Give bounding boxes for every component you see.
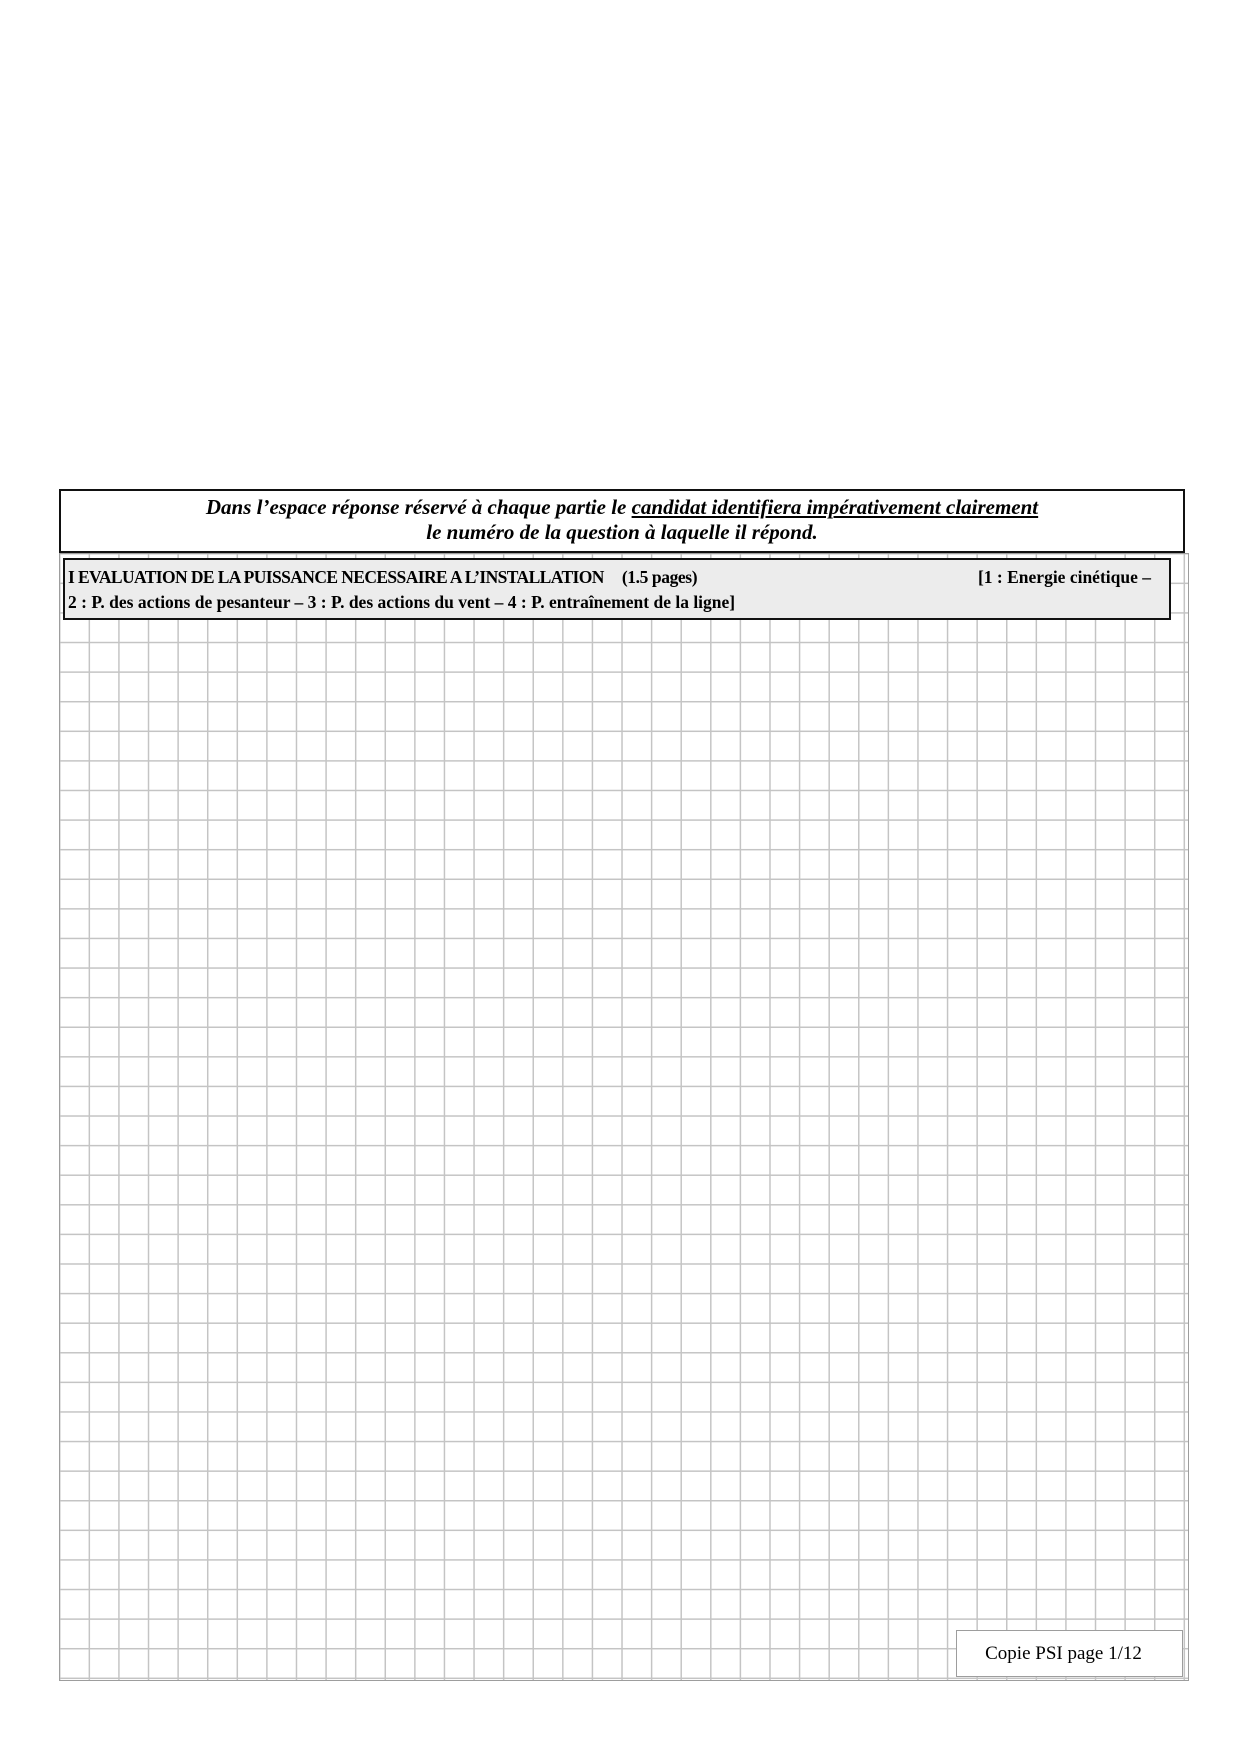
page-number-label: Copie PSI page 1/12 xyxy=(956,1630,1183,1677)
section-header xyxy=(63,558,1171,620)
section-page-count: (1.5 pages) xyxy=(621,567,698,587)
section-title: I EVALUATION DE LA PUISSANCE NECESSAIRE A L’INSTALLATION xyxy=(68,567,604,587)
answer-grid-area[interactable] xyxy=(59,553,1189,1681)
instruction-text: Dans l’espace réponse réservé à chaque partie le xyxy=(205,495,632,519)
section-topics: 2 : P. des actions de pesanteur – 3 : P. des actions du vent – 4 : P. entraînement de la ligne] xyxy=(68,592,736,612)
instruction-underlined-text: candidat identifiera impérativement clairement xyxy=(631,495,1039,519)
instruction-line-2: le numéro de la question à laquelle il répond. xyxy=(426,520,818,544)
section-topics-start: [1 : Energie cinétique – xyxy=(977,567,1151,587)
instruction-line-1 xyxy=(61,495,1183,520)
instruction-box xyxy=(59,489,1185,553)
section-header-line-1 xyxy=(68,565,1165,590)
